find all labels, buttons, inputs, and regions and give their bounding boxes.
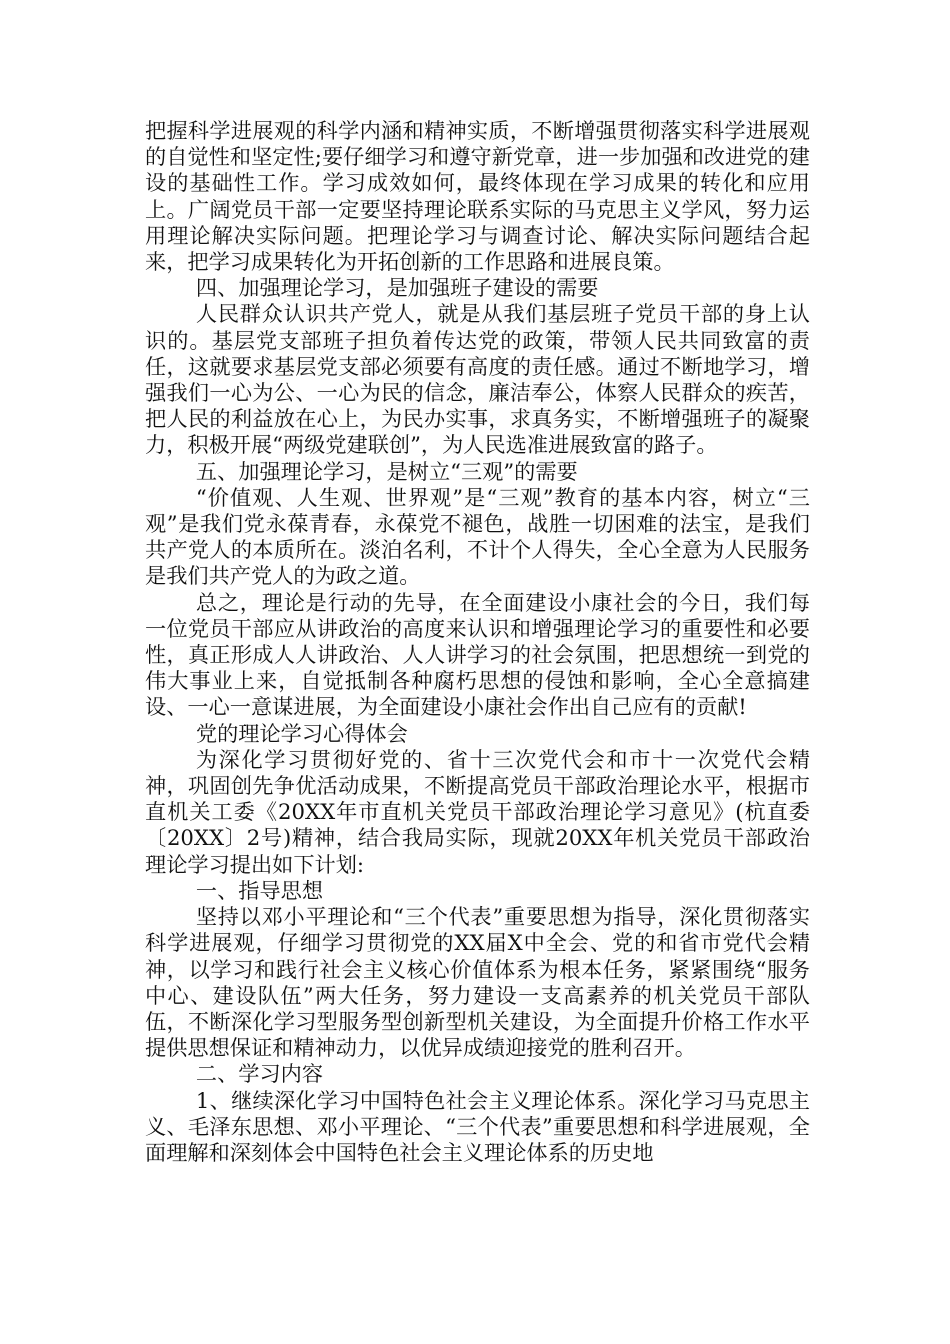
paragraph: 1、继续深化学习中国特色社会主义理论体系。深化学习马克思主义、毛泽东思想、邓小平理论、“三个代表”重要思想和科学进展观，全面理解和深刻体会中国特色社会主义理论体系的历史地 <box>145 1087 810 1165</box>
section-heading-5: 五、加强理论学习，是树立“三观”的需要 <box>195 458 578 484</box>
document-body <box>145 118 810 1166</box>
paragraph-intro: 为深化学习贯彻好党的、省十三次党代会和市十一次党代会精神，巩固创先争优活动成果，不断提高党员干部政治理论水平，根据市直机关工委《20XX年市直机关党员干部政治理论学习意见》(杭直委〔20XX〕2号)精神，结合我局实际，现就20XX年机关党员干部政治理论学习提出如下计划: <box>145 746 810 877</box>
section-heading-1: 一、指导思想 <box>195 877 324 903</box>
paragraph: “价值观、人生观、世界观”是“三观”教育的基本内容，树立“三观”是我们党永葆青春，永葆党不褪色，战胜一切困难的法宝，是我们共产党人的本质所在。淡泊名利，不计个人得失，全心全意为人民服务是我们共产党人的为政之道。 <box>145 484 810 589</box>
paragraph-continuation: 把握科学进展观的科学内涵和精神实质，不断增强贯彻落实科学进展观的自觉性和坚定性;要仔细学习和遵守新党章，进一步加强和改进党的建设的基础性工作。学习成效如何，最终体现在学习成果的转化和应用上。广阔党员干部一定要坚持理论联系实际的马克思主义学风，努力运用理论解决实际问题。把理论学习与调查讨论、解决实际问题结合起来，把学习成果转化为开拓创新的工作思路和进展良策。 <box>145 118 810 275</box>
section-heading-4: 四、加强理论学习，是加强班子建设的需要 <box>195 275 599 301</box>
paragraph-conclusion: 总之，理论是行动的先导，在全面建设小康社会的今日，我们每一位党员干部应从讲政治的高度来认识和增强理论学习的重要性和必要性，真正形成人人讲政治、人人讲学习的社会氛围，把思想统一到党的伟大事业上来，自觉抵制各种腐朽思想的侵蚀和影响，全心全意搞建设、一心一意谋进展，为全面建设小康社会作出自己应有的贡献! <box>145 589 810 720</box>
article-title: 党的理论学习心得体会 <box>195 720 408 746</box>
section-heading-2: 二、学习内容 <box>195 1061 324 1087</box>
paragraph: 坚持以邓小平理论和“三个代表”重要思想为指导，深化贯彻落实科学进展观，仔细学习贯彻党的XX届X中全会、党的和省市党代会精神，以学习和践行社会主义核心价值体系为根本任务，紧紧围绕“服务中心、建设队伍”两大任务，努力建设一支高素养的机关党员干部队伍，不断深化学习型服务型创新型机关建设，为全面提升价格工作水平提供思想保证和精神动力，以优异成绩迎接党的胜利召开。 <box>145 904 810 1061</box>
paragraph: 人民群众认识共产党人，就是从我们基层班子党员干部的身上认识的。基层党支部班子担负着传达党的政策，带领人民共同致富的责任，这就要求基层党支部必须要有高度的责任感。通过不断地学习，增强我们一心为公、一心为民的信念，廉洁奉公，体察人民群众的疾苦，把人民的利益放在心上，为民办实事，求真务实，不断增强班子的凝聚力，积极开展“两级党建联创”，为人民选准进展致富的路子。 <box>145 301 810 458</box>
